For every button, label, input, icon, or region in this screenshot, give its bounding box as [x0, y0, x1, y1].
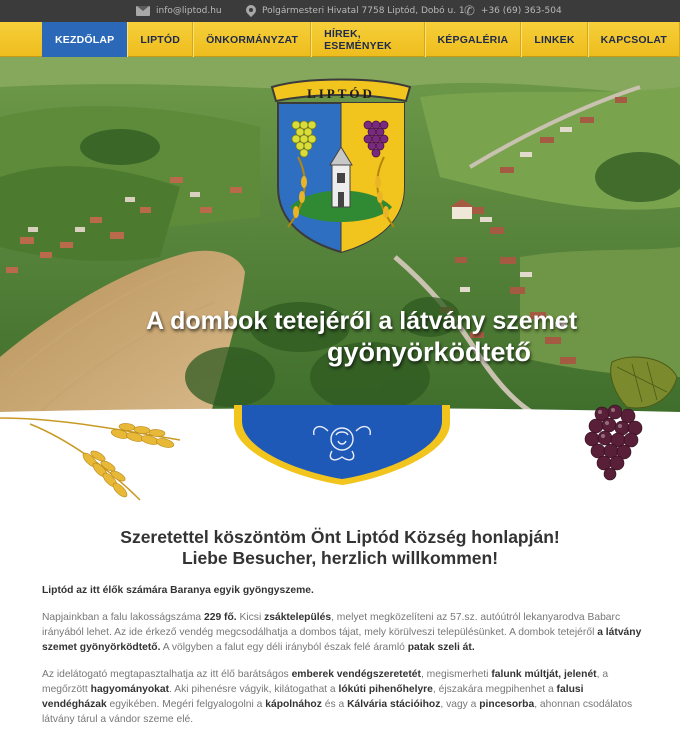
highlight-text: lókúti pihenőhelyre [338, 684, 433, 695]
body-text: , vagy a [440, 699, 480, 710]
nav-list [42, 22, 680, 57]
phone-contact [464, 0, 562, 22]
body-text: Az idelátogató megtapasztalhatja az itt élő barátságos [42, 669, 292, 680]
intro-lead: Liptód az itt élők számára Baranya egyik gyöngyszeme. [42, 585, 314, 596]
address-contact [246, 0, 465, 22]
hero-tagline-1: A dombok tetejéről a látvány szemet [146, 307, 578, 335]
body-text: A völgyben a falut egy déli irányból észak felé áramló [160, 642, 408, 653]
intro-paragraph-1 [42, 610, 642, 655]
highlight-text: 229 fő. [204, 612, 237, 623]
email-contact[interactable] [136, 0, 222, 22]
highlight-text: a látvány szemet gyönyörködtető. [42, 627, 642, 653]
body-text: , megismerheti [420, 669, 492, 680]
wheat-ornament [0, 400, 190, 510]
top-info-bar [0, 0, 680, 22]
body-text: és a [321, 699, 348, 710]
email-text[interactable]: info@liptod.hu [156, 6, 222, 16]
crest-name: LIPTÓD [307, 86, 375, 101]
welcome-line-de: Liebe Besucher, herzlich willkommen! [181, 548, 499, 568]
highlight-text: falunk múltját, jelenét [491, 669, 597, 680]
village-crest [266, 77, 416, 255]
phone-text: +36 (69) 363-504 [480, 6, 562, 16]
nav-item-4[interactable]: KÉPGALÉRIA [425, 22, 522, 57]
highlight-text: hagyományokat [90, 684, 170, 695]
highlight-text: pincesorba [479, 699, 535, 710]
grapes-ornament [572, 352, 680, 482]
ornament-shield [232, 405, 452, 487]
body-text: , a megőrzött [42, 669, 609, 695]
body-text: , éjszakára megpihenhet a [432, 684, 557, 695]
hero-tagline-2: gyönyörködtető [327, 337, 532, 367]
intro-text [42, 583, 642, 730]
main-navigation [0, 22, 680, 57]
highlight-text: Kálvária stációihoz [347, 699, 441, 710]
nav-item-5[interactable]: LINKEK [521, 22, 587, 57]
nav-item-3[interactable]: HÍREK, ESEMÉNYEK [311, 22, 424, 57]
body-text: , melyet megközelíteni az 57.sz. autóútról lekanyarodva Babarc irányából lehet. Az ide érkező vendég megcsodálhatja a dombos tájat, mely körülveszi településünket. A dombok tetejéről [42, 612, 621, 638]
body-text: , ahonnan csodálatos látvány tárul a vándor szeme elé. [42, 699, 633, 725]
body-text: egyikében. Megéri felgyalogolni a [106, 699, 266, 710]
nav-item-0[interactable]: KEZDŐLAP [42, 22, 127, 57]
intro-paragraph-2 [42, 667, 642, 727]
nav-item-2[interactable]: ÖNKORMÁNYZAT [193, 22, 311, 57]
welcome-heading [0, 527, 680, 569]
envelope-icon [136, 6, 150, 16]
body-text: Napjainkban a falu lakosságszáma [42, 612, 204, 623]
highlight-text: zsáktelepülés [264, 612, 332, 623]
address-text: Polgármesteri Hivatal 7758 Liptód, Dobó u. 1 [262, 6, 465, 16]
welcome-line-hu: Szeretettel köszöntöm Önt Liptód Község honlapján! [120, 527, 560, 547]
body-text: . Aki pihenésre vágyik, kilátogathat a [169, 684, 339, 695]
nav-item-6[interactable]: KAPCSOLAT [588, 22, 680, 57]
highlight-text: patak szeli át. [407, 642, 475, 653]
phone-icon: ✆ [464, 3, 475, 19]
highlight-text: falusi vendégházak [42, 684, 584, 710]
highlight-text: kápolnához [265, 699, 322, 710]
map-pin-icon [246, 5, 256, 18]
nav-item-1[interactable]: LIPTÓD [127, 22, 193, 57]
highlight-text: emberek vendégszeretetét [291, 669, 421, 680]
body-text: Kicsi [236, 612, 265, 623]
